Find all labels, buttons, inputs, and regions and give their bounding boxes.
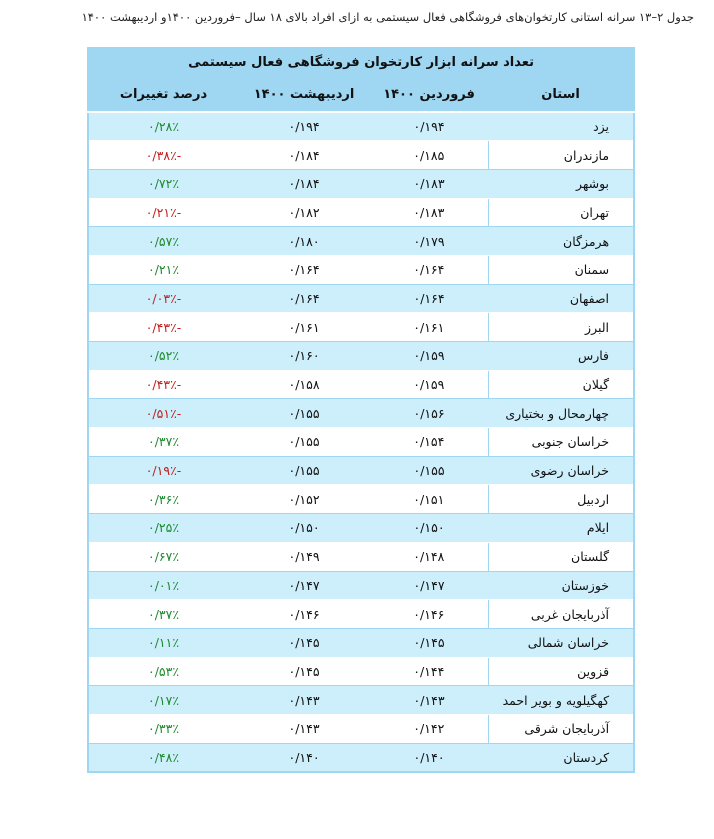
cell-farvardin: ۰/۱۴۲ [370,714,488,743]
table-row [88,428,634,457]
cell-change: ۰/۲۸٪ [88,112,238,141]
table-row [88,542,634,571]
cell-province: قزوین [488,657,634,686]
cell-farvardin: ۰/۱۵۴ [370,428,488,457]
cell-province: گلستان [488,542,634,571]
cell-province: البرز [488,313,634,342]
cell-province: بوشهر [488,169,634,198]
cell-province: ایلام [488,514,634,543]
cell-change: ۰/۳۶٪ [88,485,238,514]
cell-farvardin: ۰/۱۷۹ [370,227,488,256]
cell-farvardin: ۰/۱۵۹ [370,342,488,371]
table-row [88,571,634,600]
cell-province: فارس [488,342,634,371]
header-change: درصد تغییرات [88,77,238,112]
cell-ordibehesht: ۰/۱۶۰ [238,342,370,371]
cell-ordibehesht: ۰/۱۸۴ [238,169,370,198]
cell-change: ۰/۱۱٪ [88,628,238,657]
table-row [88,657,634,686]
cell-change: ۰/۰۱٪ [88,571,238,600]
cell-province: اردبیل [488,485,634,514]
cell-ordibehesht: ۰/۱۸۰ [238,227,370,256]
cell-change: -۰/۱۹٪ [88,456,238,485]
cell-province: سمنان [488,255,634,284]
cell-farvardin: ۰/۱۵۱ [370,485,488,514]
cell-province: تهران [488,198,634,227]
cell-ordibehesht: ۰/۱۶۴ [238,255,370,284]
cell-farvardin: ۰/۱۶۴ [370,284,488,313]
table-row [88,227,634,256]
cell-ordibehesht: ۰/۱۴۶ [238,600,370,629]
cell-farvardin: ۰/۱۸۳ [370,198,488,227]
cell-ordibehesht: ۰/۱۴۵ [238,657,370,686]
cell-change: ۰/۵۳٪ [88,657,238,686]
cell-farvardin: ۰/۱۹۴ [370,112,488,141]
cell-ordibehesht: ۰/۱۵۵ [238,456,370,485]
table-row [88,112,634,141]
table-row [88,141,634,170]
cell-farvardin: ۰/۱۶۴ [370,255,488,284]
table-row [88,714,634,743]
table-row [88,313,634,342]
table-row [88,743,634,772]
cell-farvardin: ۰/۱۵۶ [370,399,488,428]
table-row [88,628,634,657]
table-row [88,198,634,227]
cell-change: -۰/۲۱٪ [88,198,238,227]
table-header-row [88,77,634,112]
header-ordibehesht: اردیبهشت ۱۴۰۰ [238,77,370,112]
cell-change: -۰/۳۸٪ [88,141,238,170]
cell-ordibehesht: ۰/۱۸۴ [238,141,370,170]
table-row [88,399,634,428]
cell-ordibehesht: ۰/۱۴۵ [238,628,370,657]
table-body [88,112,634,772]
cell-ordibehesht: ۰/۱۵۸ [238,370,370,399]
cell-change: ۰/۵۲٪ [88,342,238,371]
cell-ordibehesht: ۰/۱۸۲ [238,198,370,227]
cell-ordibehesht: ۰/۱۶۱ [238,313,370,342]
table-caption: جدول ۲–۱۳ سرانه استانی کارتخوان‌های فروشگاهی فعال سیستمی به ازای افراد بالای ۱۸ سال –فروردین ۱۴۰۰و اردیبهشت ۱۴۰۰ [81,10,694,24]
cell-change: ۰/۷۲٪ [88,169,238,198]
table-title: تعداد سرانه ابزار کارتخوان فروشگاهی فعال سیستمی [88,47,634,77]
cell-province: خراسان رضوی [488,456,634,485]
table-row [88,342,634,371]
cell-farvardin: ۰/۱۶۱ [370,313,488,342]
cell-change: ۰/۱۷٪ [88,686,238,715]
table-row [88,600,634,629]
table-row [88,514,634,543]
cell-province: گیلان [488,370,634,399]
cell-change: ۰/۳۷٪ [88,600,238,629]
cell-farvardin: ۰/۱۴۴ [370,657,488,686]
cell-province: یزد [488,112,634,141]
cell-farvardin: ۰/۱۸۳ [370,169,488,198]
cell-change: ۰/۲۵٪ [88,514,238,543]
cell-farvardin: ۰/۱۵۰ [370,514,488,543]
cell-change: ۰/۵۷٪ [88,227,238,256]
cell-ordibehesht: ۰/۱۹۴ [238,112,370,141]
cell-province: آذربایجان غربی [488,600,634,629]
cell-ordibehesht: ۰/۱۶۴ [238,284,370,313]
cell-province: چهارمحال و بختیاری [488,399,634,428]
cell-farvardin: ۰/۱۴۷ [370,571,488,600]
cell-ordibehesht: ۰/۱۵۲ [238,485,370,514]
cell-ordibehesht: ۰/۱۴۹ [238,542,370,571]
cell-province: کهگیلویه و بویر احمد [488,686,634,715]
cell-province: آذربایجان شرقی [488,714,634,743]
table-row [88,485,634,514]
cell-province: خراسان شمالی [488,628,634,657]
cell-change: ۰/۲۱٪ [88,255,238,284]
cell-farvardin: ۰/۱۴۳ [370,686,488,715]
cell-change: ۰/۳۷٪ [88,428,238,457]
table-row [88,169,634,198]
cell-ordibehesht: ۰/۱۵۵ [238,428,370,457]
cell-ordibehesht: ۰/۱۴۷ [238,571,370,600]
cell-ordibehesht: ۰/۱۵۵ [238,399,370,428]
data-table-container [87,47,633,773]
table-row [88,255,634,284]
cell-ordibehesht: ۰/۱۵۰ [238,514,370,543]
cell-province: هرمزگان [488,227,634,256]
cell-province: کردستان [488,743,634,772]
cell-province: اصفهان [488,284,634,313]
cell-province: خراسان جنوبی [488,428,634,457]
province-card-reader-table [87,47,635,773]
table-row [88,370,634,399]
cell-province: مازندران [488,141,634,170]
cell-farvardin: ۰/۱۵۹ [370,370,488,399]
table-title-row [88,47,634,77]
cell-farvardin: ۰/۱۴۵ [370,628,488,657]
header-province: استان [488,77,634,112]
cell-ordibehesht: ۰/۱۴۳ [238,686,370,715]
header-farvardin: فروردین ۱۴۰۰ [370,77,488,112]
cell-farvardin: ۰/۱۴۰ [370,743,488,772]
cell-change: -۰/۵۱٪ [88,399,238,428]
cell-farvardin: ۰/۱۵۵ [370,456,488,485]
cell-province: خوزستان [488,571,634,600]
table-row [88,284,634,313]
cell-change: ۰/۳۳٪ [88,714,238,743]
cell-ordibehesht: ۰/۱۴۰ [238,743,370,772]
cell-farvardin: ۰/۱۴۶ [370,600,488,629]
cell-farvardin: ۰/۱۸۵ [370,141,488,170]
cell-farvardin: ۰/۱۴۸ [370,542,488,571]
table-row [88,686,634,715]
cell-ordibehesht: ۰/۱۴۳ [238,714,370,743]
cell-change: -۰/۴۳٪ [88,313,238,342]
cell-change: ۰/۴۸٪ [88,743,238,772]
table-row [88,456,634,485]
cell-change: -۰/۰۳٪ [88,284,238,313]
cell-change: -۰/۴۳٪ [88,370,238,399]
cell-change: ۰/۶۷٪ [88,542,238,571]
